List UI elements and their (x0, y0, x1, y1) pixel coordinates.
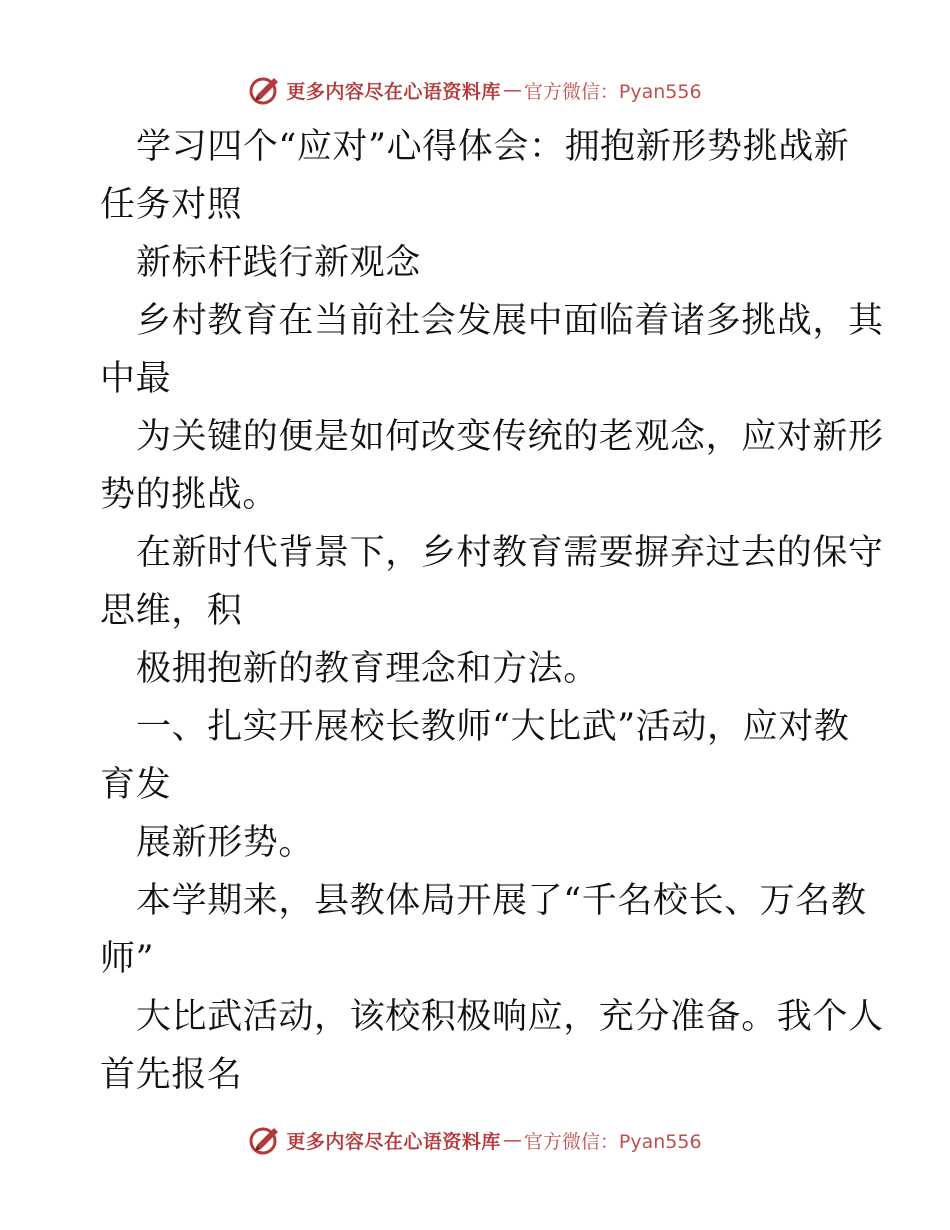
paragraph-line: 首先报名 (100, 1055, 243, 1095)
document-body (100, 118, 884, 1104)
watermark-text: 更多内容尽在心语资料库 (286, 1130, 501, 1153)
footer-watermark (0, 1120, 950, 1160)
header-watermark (0, 70, 950, 110)
paragraph-line: 师” (100, 939, 155, 979)
paragraph-line: 为关键的便是如何改变传统的老观念，应对新形 (136, 417, 884, 457)
paragraph-line: 势的挑战。 (100, 475, 279, 515)
watermark-text: 更多内容尽在心语资料库 (286, 80, 501, 103)
paragraph-line: 中最 (100, 359, 172, 399)
watermark-dash: — (502, 1129, 522, 1151)
title-line: 任务对照 (100, 185, 243, 225)
subtitle-line: 新标杆践行新观念 (136, 243, 421, 283)
pen-logo-icon (248, 1123, 282, 1157)
paragraph-line: 本学期来，县教体局开展了“千名校长、万名教 (136, 881, 867, 921)
section-heading-line: 一、扎实开展校长教师“大比武”活动，应对教 (136, 707, 850, 747)
title-line: 学习四个“应对”心得体会：拥抱新形势挑战新 (136, 127, 850, 167)
paragraph-line: 在新时代背景下，乡村教育需要摒弃过去的保守 (136, 533, 884, 573)
paragraph-line: 思维，积 (100, 591, 243, 631)
paragraph-line: 大比武活动，该校积极响应，充分准备。我个人 (136, 997, 884, 1037)
paragraph-line: 极拥抱新的教育理念和方法。 (136, 649, 599, 689)
pen-logo-icon (248, 73, 282, 107)
watermark-dash: — (502, 79, 522, 101)
section-heading-line: 育发 (100, 765, 172, 805)
watermark-wechat: 官方微信：Pyan556 (523, 80, 702, 103)
paragraph-line: 乡村教育在当前社会发展中面临着诸多挑战，其 (136, 301, 884, 341)
watermark-wechat: 官方微信：Pyan556 (523, 1130, 702, 1153)
section-heading-line: 展新形势。 (136, 823, 315, 863)
